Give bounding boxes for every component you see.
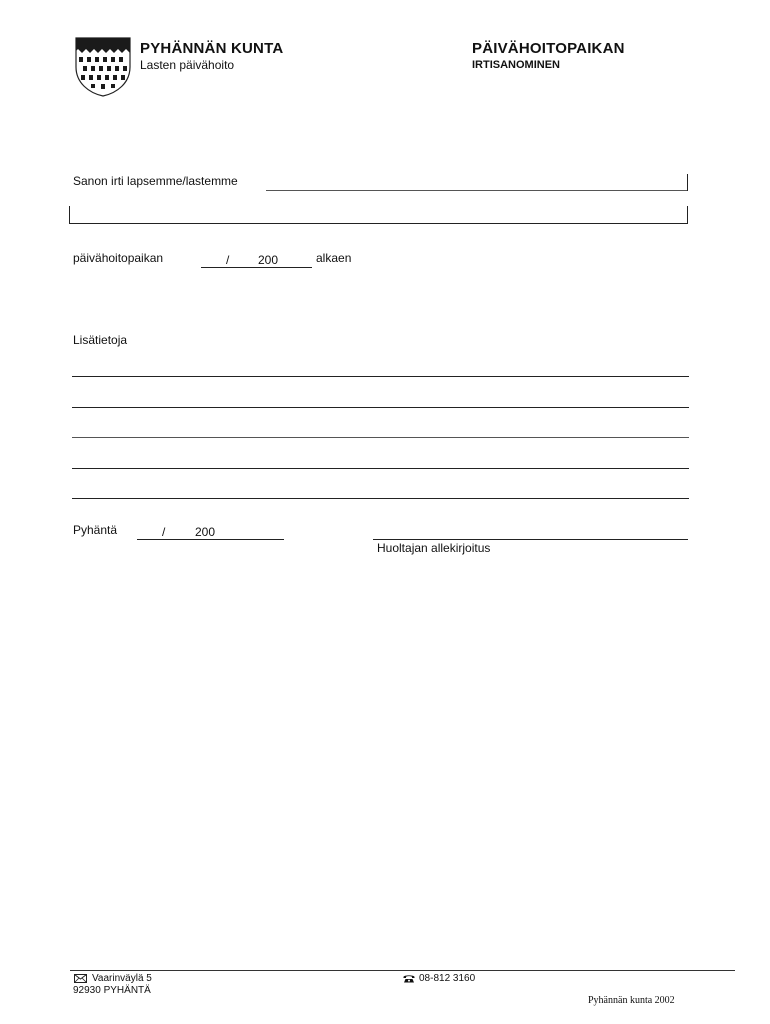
place-label: Pyhäntä [73,523,118,537]
signature-field[interactable] [373,522,688,539]
document-title: PÄIVÄHOITOPAIKAN [472,40,625,57]
extra-info-line-1[interactable] [72,361,689,376]
extra-info-label: Lisätietoja [73,333,128,347]
extra-info-rule [72,407,689,408]
field-corner-tick [69,206,70,223]
extra-info-line-5[interactable] [72,483,689,498]
footer-address-street: Vaarinväylä 5 [92,973,152,984]
start-date-year: 200 [258,253,279,267]
signing-date-field[interactable] [137,522,284,539]
signature-underline [373,539,688,540]
start-date-underline [201,267,312,268]
extra-info-rule [72,376,689,377]
field-corner-tick [687,206,688,223]
child-name-underline [266,190,687,191]
child-name-underline-2 [69,223,688,224]
signing-date-separator: / [162,525,166,539]
footer-phone: 08-812 3160 [419,973,476,984]
child-name-field[interactable] [266,172,687,190]
placement-label: päivähoitopaikan [73,251,164,265]
child-name-label: Sanon irti lapsemme/lastemme [73,174,238,188]
signing-date-underline [137,539,284,540]
signature-label: Huoltajan allekirjoitus [377,541,491,555]
signing-date-year: 200 [195,525,216,539]
extra-info-line-2[interactable] [72,392,689,407]
phone-icon [403,974,415,983]
field-corner-tick [687,174,688,191]
extra-info-rule [72,437,689,438]
start-suffix: alkaen [316,251,352,265]
start-date-separator: / [226,253,230,267]
footer-address-city: 92930 PYHÄNTÄ [73,985,151,996]
org-name: PYHÄNNÄN KUNTA [140,40,284,57]
extra-info-line-3[interactable] [72,422,689,437]
document-subtitle: IRTISANOMINEN [472,59,560,71]
extra-info-rule [72,498,689,499]
extra-info-rule [72,468,689,469]
start-date-field[interactable] [201,250,312,267]
envelope-icon [74,974,87,983]
org-department: Lasten päivähoito [140,58,235,72]
footer-credit: Pyhännän kunta 2002 [588,995,675,1006]
municipality-crest-icon [75,37,131,97]
extra-info-line-4[interactable] [72,453,689,468]
child-name-field-line2[interactable] [69,206,687,223]
footer-rule [70,970,735,971]
